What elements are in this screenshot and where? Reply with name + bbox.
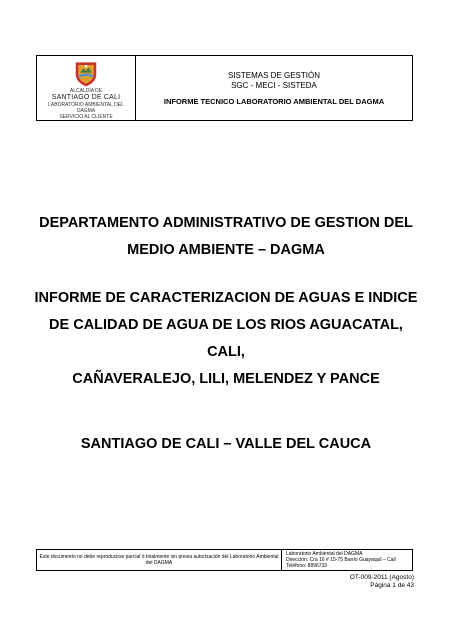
report-title-line-2: DE CALIDAD DE AGUA DE LOS RIOS AGUACATAL, CALI, [49, 317, 403, 360]
report-title-line-1: INFORME DE CARACTERIZACION DE AGUAS E INDICE [34, 290, 418, 306]
report-title-line-3: CAÑAVERALEJO, LILI, MELENDEZ Y PANCE [72, 371, 380, 387]
page-number: Página 1 de 43 [370, 582, 414, 589]
contact-lab: Laboratorio Ambiental del DAGMA [286, 551, 363, 557]
city-crest-icon [69, 59, 103, 88]
footer-contact [282, 550, 412, 570]
document-code: OT-009-2011 (Agosto) [349, 574, 414, 581]
org-line-lab: LABORATORIO AMBIENTAL DEL [48, 102, 124, 108]
header-org-cell [37, 56, 136, 120]
org-line-dagma: DAGMA [76, 108, 96, 114]
system-title-1: SISTEMAS DE GESTIÓN [227, 71, 320, 80]
system-title-2: SGC - MECI - SISTEDA [231, 81, 317, 90]
report-heading: INFORME TECNICO LABORATORIO AMBIENTAL DEL DAGMA [163, 97, 385, 106]
org-line-city: SANTIAGO DE CALI [51, 94, 121, 101]
footer-notice: Este documento no debe reproducirse parcial ó totalmente sin previa autorización del Laboratorio Ambiental del DAGMA [37, 550, 282, 570]
org-line-1: ALCALDÍA DE [69, 88, 103, 94]
contact-address: Dirección: Cra 16 # 15-75 Barrio Guayaquil – Cali [286, 557, 396, 563]
cover-titles [30, 210, 422, 458]
header-title-cell [136, 56, 412, 120]
contact-phone: Teléfono: 8896733 [286, 563, 328, 569]
org-line-service: SERVICIO AL CLIENTE [59, 114, 113, 120]
department-title-line-2: MEDIO AMBIENTE – DAGMA [127, 242, 325, 258]
document-footer [36, 549, 413, 571]
department-title-line-1: DEPARTAMENTO ADMINISTRATIVO DE GESTION DEL [39, 215, 413, 231]
document-code-block [350, 574, 414, 590]
document-header [36, 55, 413, 121]
location-title: SANTIAGO DE CALI – VALLE DEL CAUCA [80, 436, 372, 452]
